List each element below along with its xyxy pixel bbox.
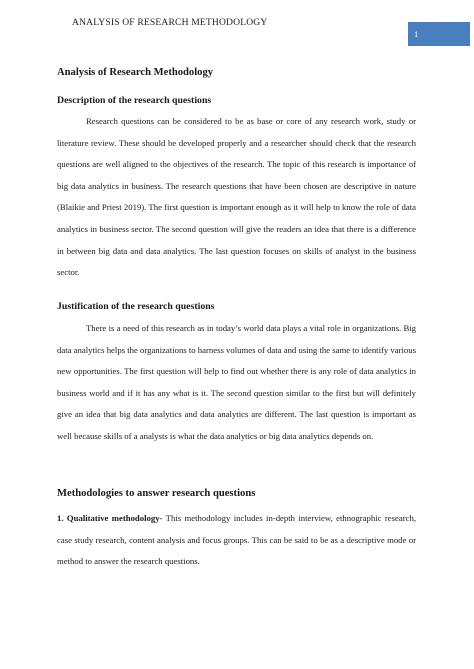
section-heading-methodologies: Methodologies to answer research questions (57, 488, 256, 499)
section-heading-description: Description of the research questions (57, 95, 212, 106)
qualitative-methodology-lead: 1. Qualitative methodology- (57, 513, 163, 523)
paragraph-qualitative-methodology (57, 508, 416, 573)
paragraph-justification: There is a need of this research as in today’s world data plays a vital role in organizations. Big data analytics helps the organizations to harness volumes of data and using the same to identify various new opportunities. The first question will help to find out whether there is any role of data analytics in business world and if it has any what is it. The second question similar to the first but will definitely give an idea that big data analytics and data analytics are different. The last question is important as well because skills of a analysts is what the data analytics or big data analytics depends on. (57, 323, 416, 441)
document-title: Analysis of Research Methodology (57, 67, 214, 78)
qualitative-methodology-text: This methodology includes in-depth interview, ethnographic research, case study research, content analysis and focus groups. This can be said to be as a descriptive mode or method to answer the research questions. (57, 513, 416, 567)
section-heading-justification: Justification of the research questions (57, 301, 215, 312)
page-number: 1 (414, 29, 419, 39)
page-number-box (408, 22, 470, 46)
running-header-title: ANALYSIS OF RESEARCH METHODOLOGY (72, 17, 268, 28)
paragraph-description: Research questions can be considered to be as base or core of any research work, study or literature review. These should be developed properly and a researcher should check that the research questions are well aligned to the objectives of the research. The topic of this research is importance of big data analytics in business. The research questions that have been chosen are descriptive in nature (Blaikie and Priest 2019). The first question is important enough as it will help to know the role of data analytics in business sector. The second question will give the readers an idea that there is a difference in between big data and data analytics. The last question focuses on skills of analyst in the business sector. (57, 116, 416, 278)
